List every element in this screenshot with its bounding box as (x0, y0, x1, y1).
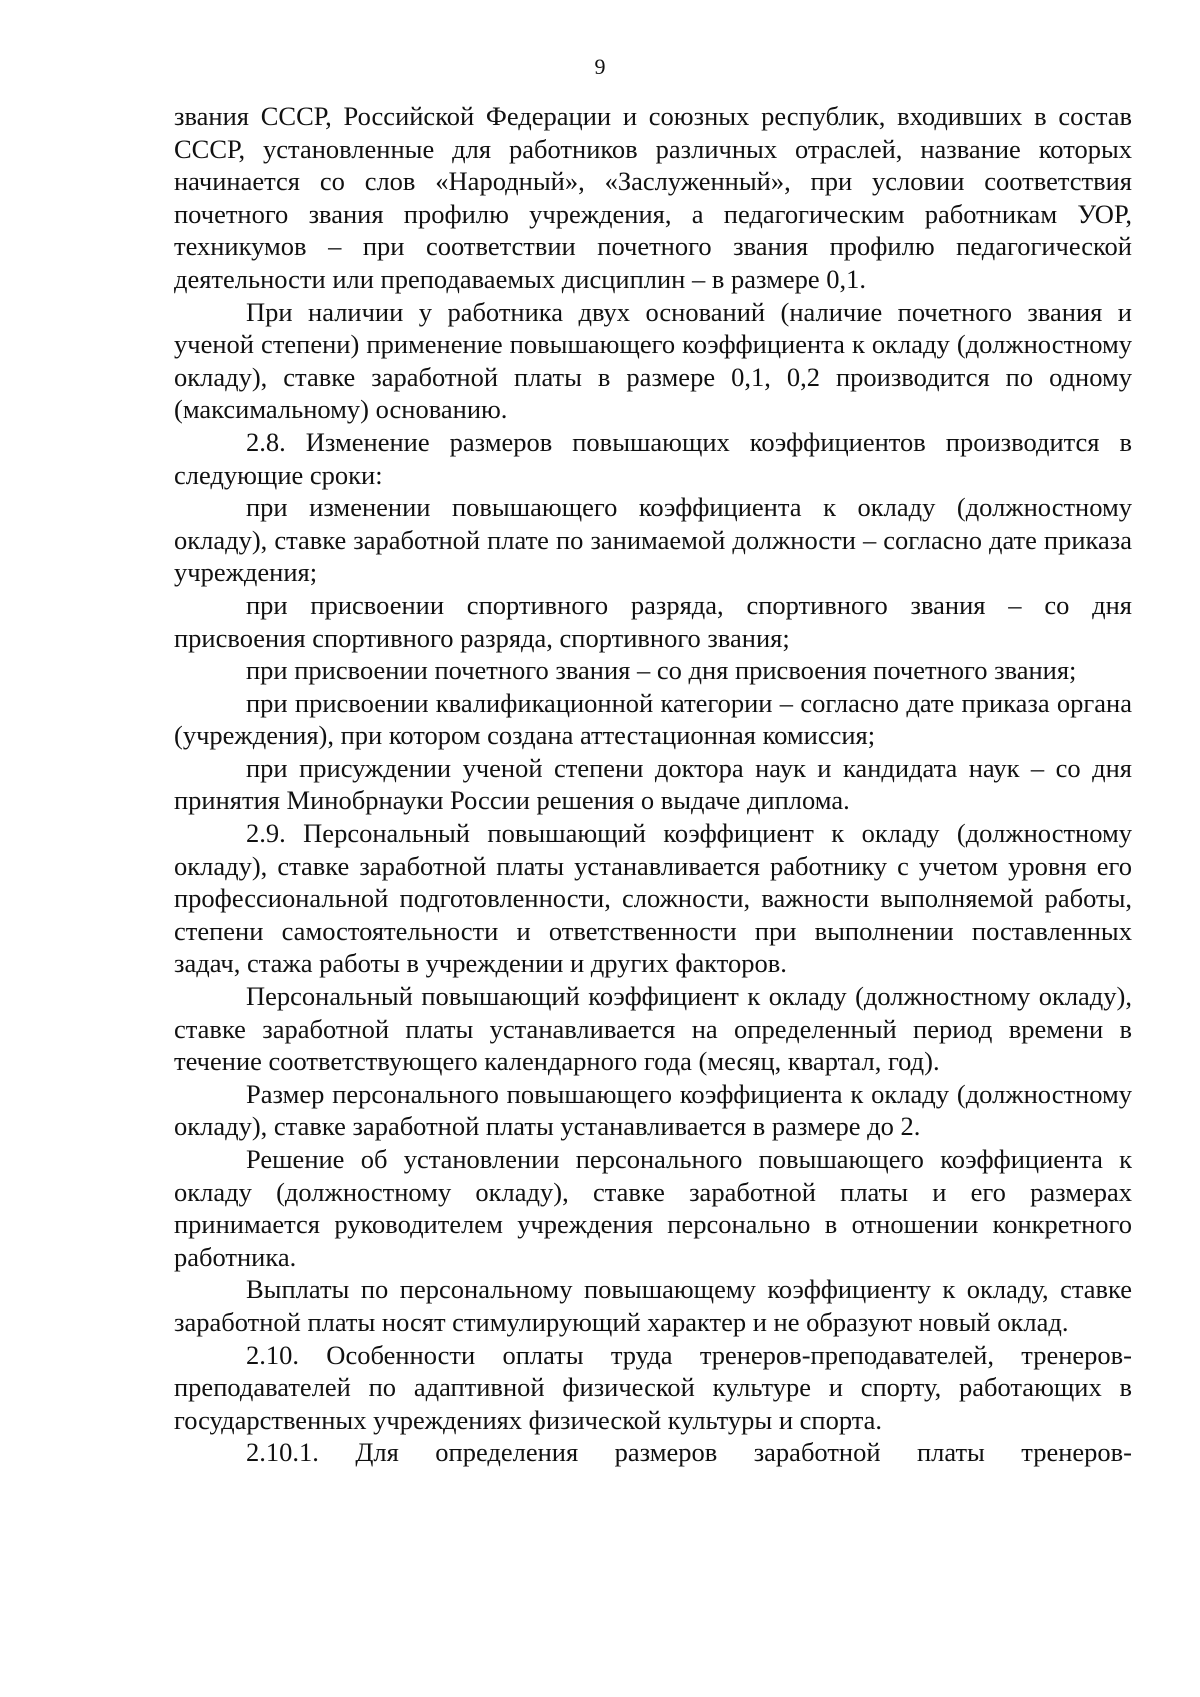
paragraph-honorary-title: при присвоении почетного звания – со дня присвоения почетного звания; (246, 655, 1077, 686)
page-number: 9 (594, 54, 606, 79)
paragraph-sports-rank: при присвоении спортивного разряда, спортивного звания – со дня присвоения спортивного разряда, спортивного звания; (174, 589, 1132, 653)
paragraph-personal-coefficient-decision: Решение об установлении персонального повышающего коэффициента к окладу (должностному окладу), ставке заработной платы и его размерах принимается руководителем учреждения персонально в отношении конкретного работника. (174, 1144, 1132, 1272)
paragraph-personal-coefficient-payments: Выплаты по персональному повышающему коэффициенту к окладу, ставке заработной платы носят стимулирующий характер и не образуют новый оклад. (174, 1274, 1132, 1337)
paragraph-change-coefficient: при изменении повышающего коэффициента к окладу (должностному окладу), ставке заработной плате по занимаемой должности – согласно дате приказа учреждения; (174, 492, 1132, 588)
paragraph-2-10-heading: 2.10. Особенности оплаты труда тренеров-преподавателей, тренеров-преподавателей по адаптивной физической культуре и спорту, работающих в государственных учреждениях физической культуры и спорта. (174, 1339, 1132, 1435)
paragraph-2-9-personal-coefficient: 2.9. Персональный повышающий коэффициент к окладу (должностному окладу), ставке заработной платы устанавливается работнику с учетом уровня его профессиональной подготовленности, сложности, важности выполняемой работы, степени самостоятельности и ответственности при выполнении поставленных задач, стажа работы в учреждении и других факторов. (174, 818, 1132, 979)
paragraph-academic-degree: при присуждении ученой степени доктора наук и кандидата наук – со дня принятия Минобрнауки России решения о выдаче диплома. (174, 752, 1132, 816)
paragraph-honorary-titles-continuation: звания СССР, Российской Федерации и союзных республик, входивших в состав СССР, установленные для работников различных отраслей, название которых начинается со слов «Народный», «Заслуженный», при условии соответствия почетного звания профилю учреждения, а педагогическим работникам УОР, техникумов – при соответствии почетного звания профилю педагогической деятельности или преподаваемых дисциплин – в размере 0,1. (174, 101, 1132, 294)
paragraph-personal-coefficient-size: Размер персонального повышающего коэффициента к окладу (должностному окладу), ставке заработной платы устанавливается в размере до 2. (174, 1078, 1132, 1142)
document-body (174, 100, 1132, 1469)
paragraph-two-grounds: При наличии у работника двух оснований (наличие почетного звания и ученой степени) применение повышающего коэффициента к окладу (должностному окладу), ставке заработной платы в размере 0,1, 0,2 производится по одному (максимальному) основанию. (174, 296, 1132, 425)
paragraph-2-8-heading: 2.8. Изменение размеров повышающих коэффициентов производится в следующие сроки: (174, 426, 1132, 490)
paragraph-personal-coefficient-period: Персональный повышающий коэффициент к окладу (должностному окладу), ставке заработной платы устанавливается на определенный период времени в течение соответствующего календарного года (месяц, квартал, год). (174, 981, 1132, 1077)
paragraph-2-10-1: 2.10.1. Для определения размеров заработной платы тренеров- (246, 1437, 1132, 1468)
paragraph-qualification-category: при присвоении квалификационной категории – согласно дате приказа органа (учреждения), при котором создана аттестационная комиссия; (174, 687, 1132, 751)
